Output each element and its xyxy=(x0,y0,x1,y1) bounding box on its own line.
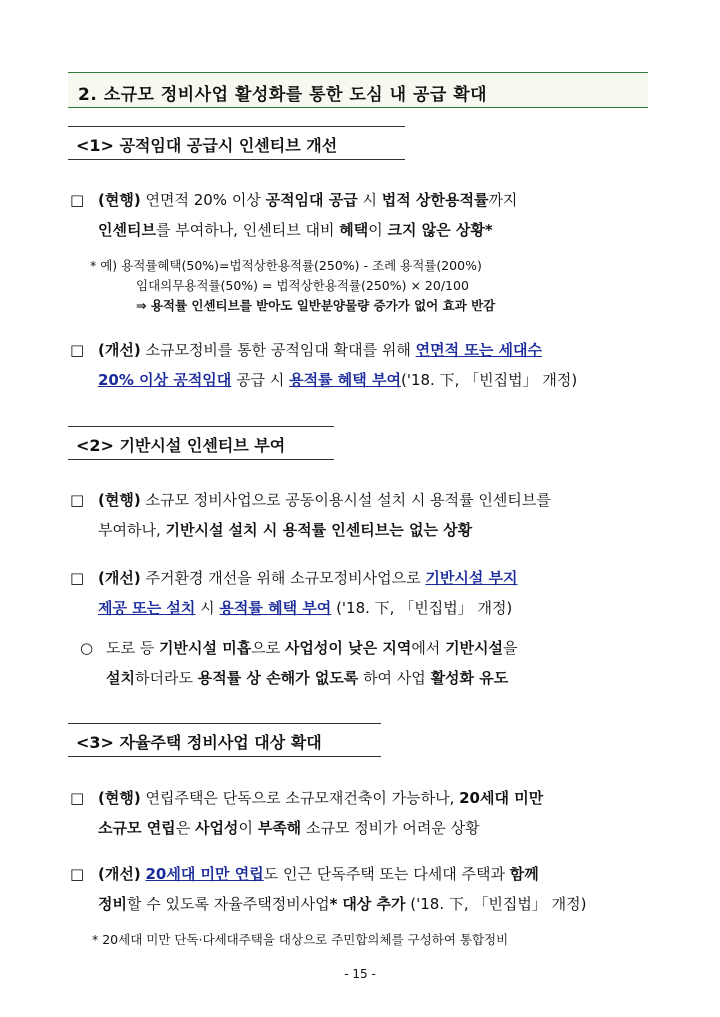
text-run: 용적률 혜택 부여 xyxy=(289,371,401,389)
sub1-improve-line1 xyxy=(98,340,542,360)
text-run: 연립주택은 단독으로 소규모재건축이 가능하나, xyxy=(140,789,460,807)
text-run: (현행) xyxy=(98,191,141,209)
text-run: 까지 xyxy=(488,191,518,209)
bullet-circle: ○ xyxy=(80,639,94,657)
bullet-square: □ xyxy=(70,789,85,807)
sub2-sub-line1 xyxy=(106,638,518,658)
text-run: 용적률 혜택 부여 xyxy=(219,599,332,617)
text-run: 으로 xyxy=(251,639,285,657)
text-run: 할 수 있도록 자율주택정비사업 xyxy=(126,895,330,913)
text-run: 을 xyxy=(503,639,518,657)
text-run: 정비 xyxy=(98,895,127,913)
text-run: 소규모 연립 xyxy=(98,819,176,837)
text-run: 소규모 정비가 어려운 상황 xyxy=(301,819,480,837)
sub1-current-line2 xyxy=(98,220,493,240)
text-run: 도 인근 단독주택 또는 다세대 주택과 xyxy=(263,865,510,883)
sub2-current-line2 xyxy=(98,520,472,540)
sub2-improve-line2 xyxy=(98,598,512,618)
sub2-current-line1 xyxy=(98,490,551,510)
text-run: (현행) xyxy=(98,491,141,509)
sub1-note-line1: * 예) 용적률혜택(50%)=법적상한용적률(250%) - 조례 용적률(200%) xyxy=(90,258,482,273)
text-run: 대상 추가 xyxy=(342,895,406,913)
text-run: ('18. 下, 「빈집법」 개정) xyxy=(400,371,578,389)
text-run: 설치 xyxy=(106,669,135,687)
section-title: 2. 소규모 정비사업 활성화를 통한 도심 내 공급 확대 xyxy=(78,85,488,105)
text-run: 제공 또는 설치 xyxy=(98,599,196,617)
subsection-1-header xyxy=(68,126,405,160)
text-run: 를 부여하나, 인센티브 대비 xyxy=(155,221,340,239)
text-run: 크지 않은 상황 xyxy=(387,221,485,239)
text-run: 연면적 20% 이상 xyxy=(140,191,266,209)
text-run: 기반시설 설치 시 용적률 인센티브는 없는 상황 xyxy=(165,521,473,539)
text-run: 소규모 정비사업으로 공동이용시설 설치 시 용적률 인센티브를 xyxy=(140,491,551,509)
text-run: 이 xyxy=(238,819,258,837)
text-run: 시 xyxy=(357,191,382,209)
text-run: (개선) xyxy=(98,341,141,359)
text-run: ('18. 下, 「빈집법」 개정) xyxy=(331,599,513,617)
text-run: 용적률 상 손해가 없도록 xyxy=(197,669,359,687)
text-run: 에서 xyxy=(411,639,446,657)
text-run: (현행) xyxy=(98,789,141,807)
text-run: 법적 상한용적률 xyxy=(381,191,489,209)
text-run: 연면적 또는 세대수 xyxy=(415,341,543,359)
text-run: 기반시설 xyxy=(445,639,504,657)
text-run: (개선) xyxy=(98,865,141,883)
bullet-square: □ xyxy=(70,191,85,209)
sub1-improve-line2 xyxy=(98,370,577,390)
text-run: * xyxy=(329,895,338,913)
sub2-improve-line1 xyxy=(98,568,518,588)
text-run: 공급 시 xyxy=(231,371,290,389)
text-run: 부족해 xyxy=(257,819,302,837)
sub2-sub-line2 xyxy=(106,668,508,688)
text-run: 20세대 미만 연립 xyxy=(145,865,264,883)
text-run: 사업성 xyxy=(194,819,239,837)
text-run: * xyxy=(484,221,493,239)
sub3-footnote: * 20세대 미만 단독·다세대주택을 대상으로 주민합의체를 구성하여 통합정비 xyxy=(92,932,509,947)
text-run: (개선) xyxy=(98,569,141,587)
text-run: 하더라도 xyxy=(134,669,198,687)
text-run: 이 xyxy=(368,221,388,239)
bullet-square: □ xyxy=(70,569,85,587)
sub3-current-line1 xyxy=(98,788,543,808)
text-run: 부여하나, xyxy=(98,521,166,539)
text-run: 기반시설 부지 xyxy=(425,569,518,587)
text-run: 도로 등 xyxy=(106,639,160,657)
text-run: 공적임대 공급 xyxy=(265,191,358,209)
bullet-square: □ xyxy=(70,341,85,359)
text-run: 혜택 xyxy=(339,221,369,239)
text-run: ('18. 下, 「빈집법」 개정) xyxy=(405,895,587,913)
text-run: 하여 사업 xyxy=(358,669,431,687)
sub1-note-line3: ⇒ 용적률 인센티브를 받아도 일반분양물량 증가가 없어 효과 반감 xyxy=(136,298,496,313)
text-run: 은 xyxy=(175,819,195,837)
text-run: 기반시설 미흡 xyxy=(159,639,252,657)
subsection-2-header xyxy=(68,426,334,460)
subsection-2-title: <2> 기반시설 인센티브 부여 xyxy=(76,436,286,455)
text-run: 주거환경 개선을 위해 소규모정비사업으로 xyxy=(140,569,426,587)
sub1-current-line1 xyxy=(98,190,517,210)
sub3-current-line2 xyxy=(98,818,480,838)
sub3-improve-line2 xyxy=(98,894,586,914)
sub1-note-line2: 임대의무용적률(50%) = 법적상한용적률(250%) × 20/100 xyxy=(136,278,469,293)
bullet-square: □ xyxy=(70,491,85,509)
text-run: 인센티브 xyxy=(98,221,156,239)
text-run: 시 xyxy=(195,599,220,617)
sub3-improve-line1 xyxy=(98,864,539,884)
text-run: 활성화 유도 xyxy=(430,669,509,687)
subsection-3-header xyxy=(68,723,381,757)
text-run: 20% 이상 공적임대 xyxy=(98,371,232,389)
subsection-3-title: <3> 자율주택 정비사업 대상 확대 xyxy=(76,733,322,752)
subsection-1-title: <1> 공적임대 공급시 인센티브 개선 xyxy=(76,136,338,155)
text-run: 함께 xyxy=(509,865,539,883)
section-header xyxy=(68,72,648,108)
text-run: 소규모정비를 통한 공적임대 확대를 위해 xyxy=(140,341,416,359)
page-number: - 15 - xyxy=(344,967,376,981)
text-run: 사업성이 낮은 지역 xyxy=(284,639,412,657)
text-run: 20세대 미만 xyxy=(459,789,544,807)
bullet-square: □ xyxy=(70,865,85,883)
